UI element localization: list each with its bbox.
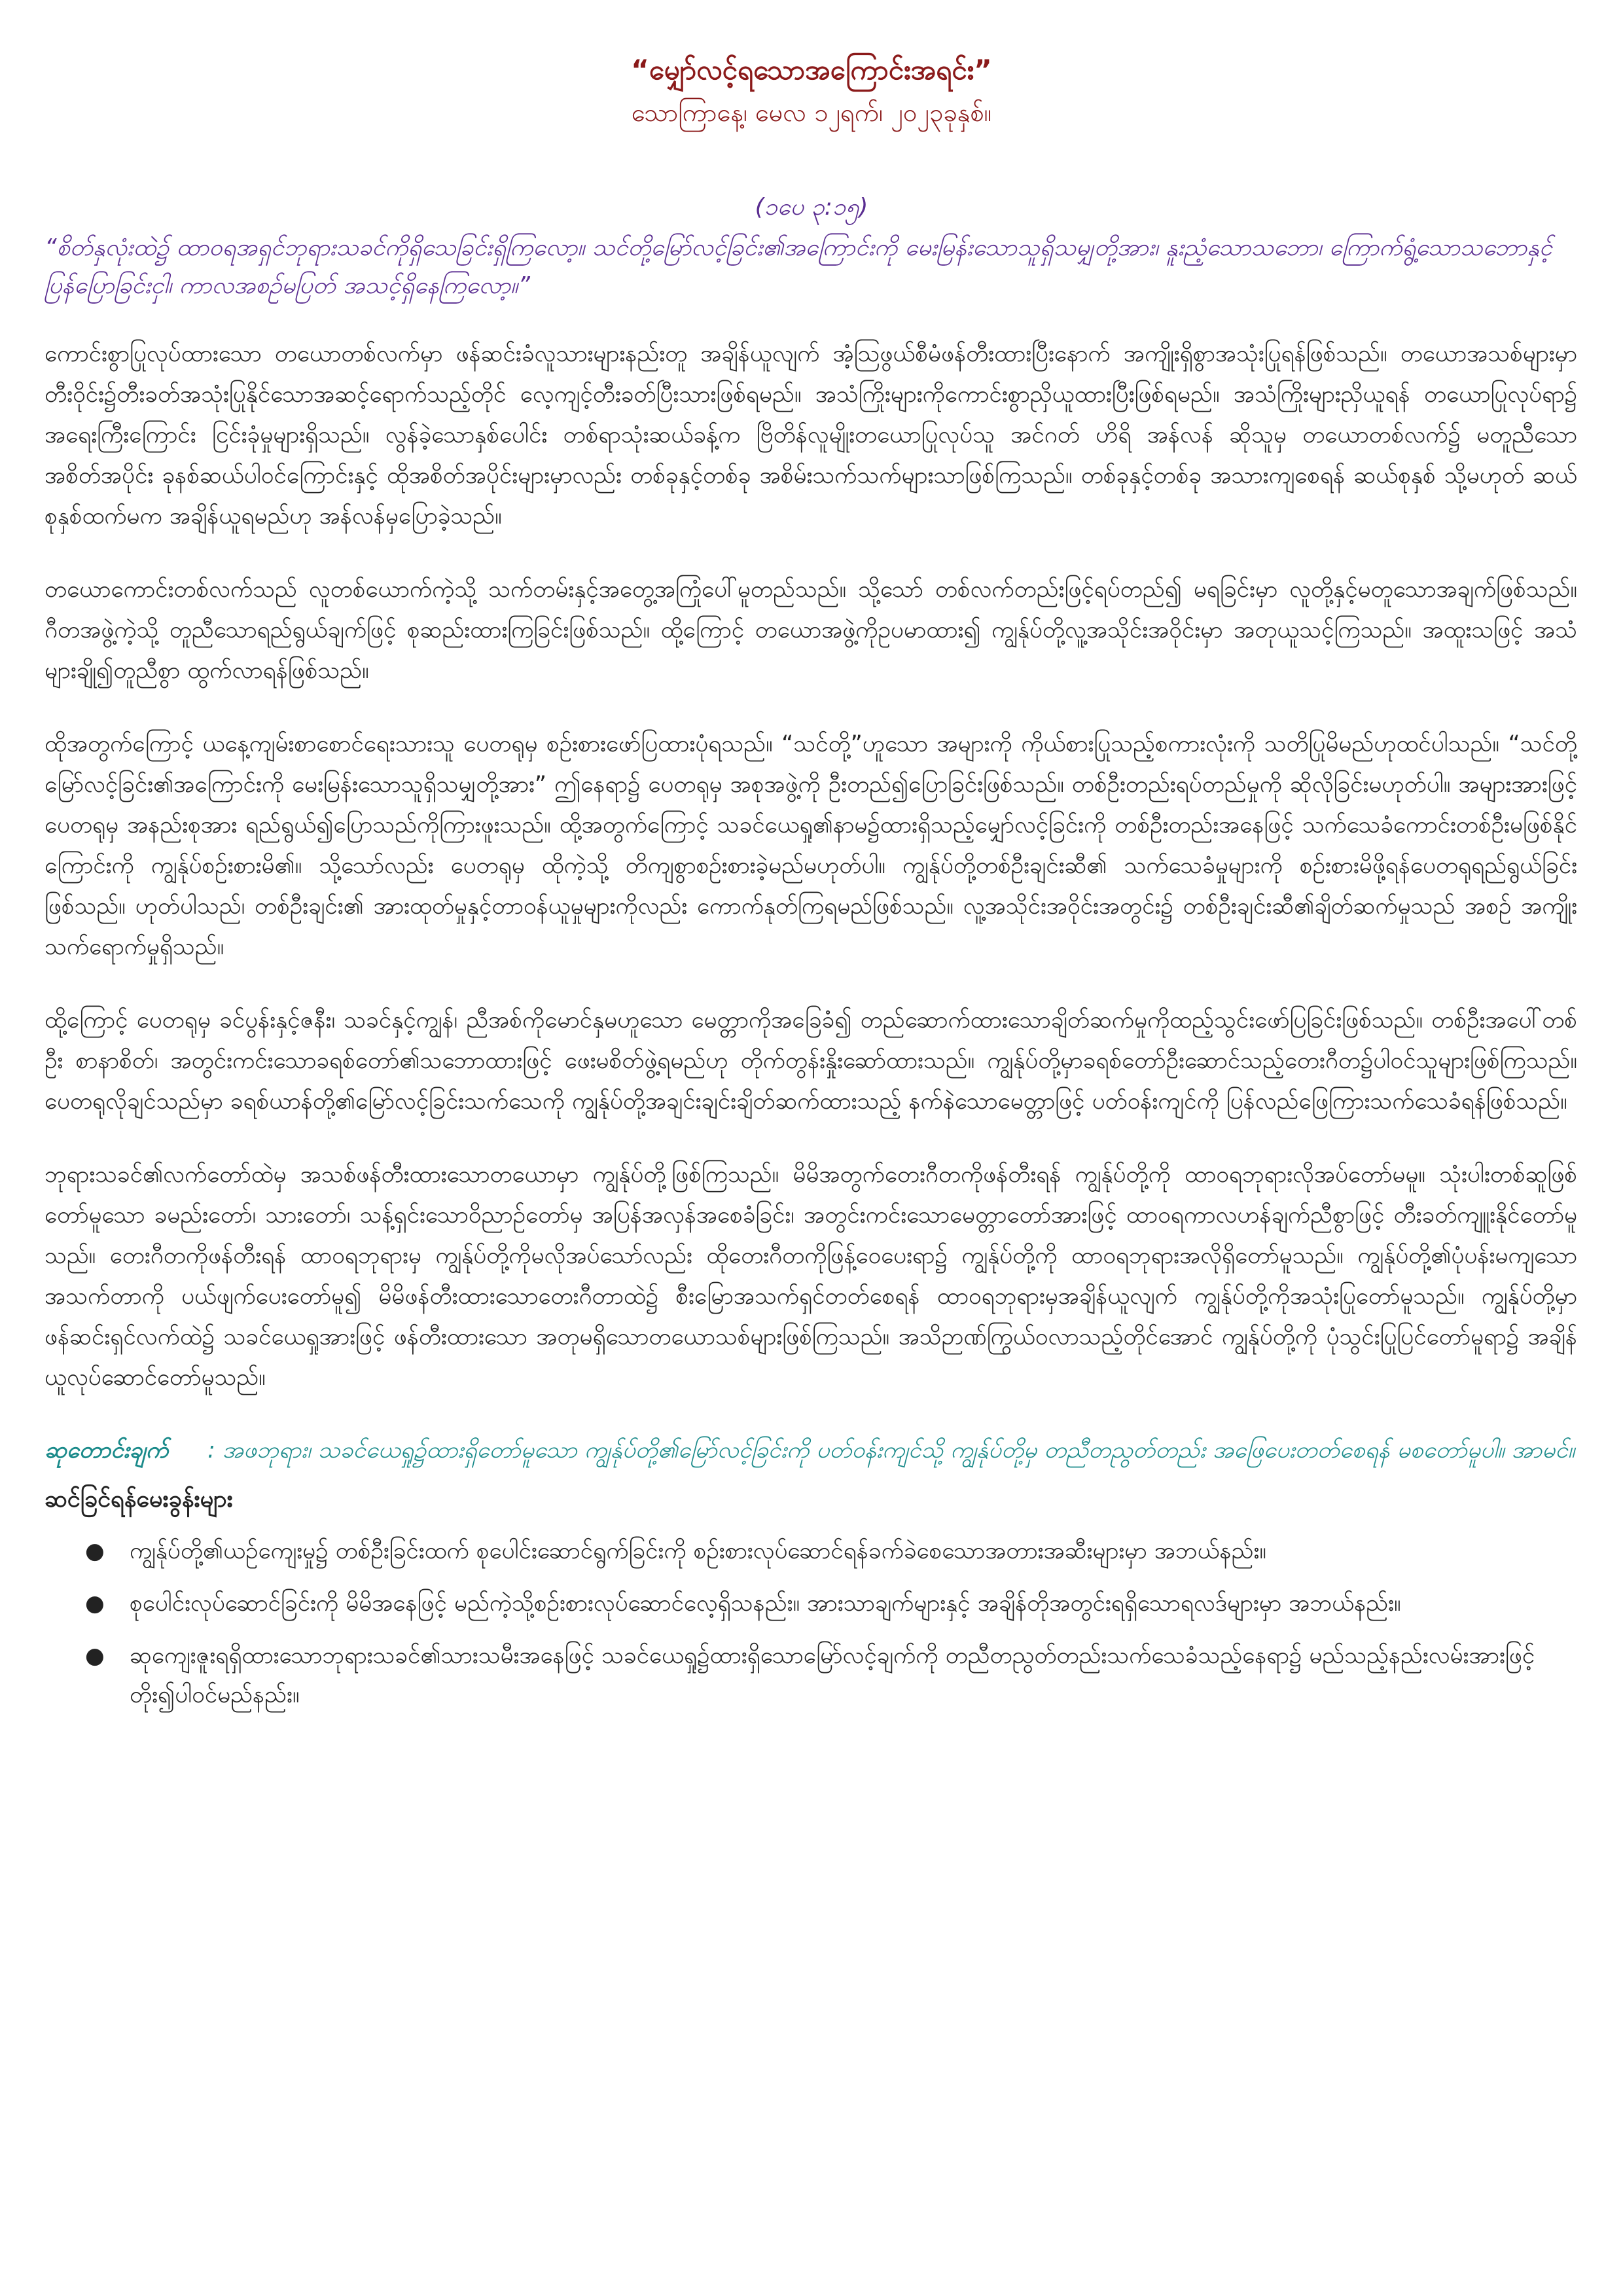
list-item bbox=[45, 1584, 1577, 1623]
list-item bbox=[45, 1636, 1577, 1715]
body-paragraph: ထို့ကြောင့် ပေတရုမှ ခင်ပွန်းနှင့်ဇနီး၊ သခင်နှင့်ကျွန်၊ ညီအစ်ကိုမောင်နှမဟူသော မေတ္တာကိုအခြေခံ၍ တည်ဆောက်ထားသောချိတ်ဆက်မှုကိုထည့်သွင်းဖော်ပြခြင်းဖြစ်သည်။ တစ်ဦးအပေါ်တစ်ဦး စာနာစိတ်၊ အတွင်းကင်းသောခရစ်တော်၏သဘောထားဖြင့် ဖေးမစိတ်ဖွဲ့ရမည်ဟု တိုက်တွန်းနှိုးဆော်ထားသည်။ ကျွန်ုပ်တို့မှာခရစ်တော်ဦးဆောင်သည့်တေးဂီတ၌ပါဝင်သူများဖြစ်ကြသည်။ ပေတရုလိုချင်သည်မှာ ခရစ်ယာန်တို့၏မြော်လင့်ခြင်းသက်သေကို ကျွန်ုပ်တို့အချင်းချင်းချိတ်ဆက်ထားသည့် နက်နဲသောမေတ္တာဖြင့် ပတ်ဝန်းကျင်ကို ပြန်လည်ဖြေကြားသက်သေခံရန်ဖြစ်သည်။ bbox=[45, 1007, 1577, 1115]
questions-heading: ဆင်ခြင်ရန်မေးခွန်းများ bbox=[45, 1486, 233, 1513]
bullet-icon: ● bbox=[85, 1590, 105, 1617]
body-paragraph: ကောင်းစွာပြုလုပ်ထားသော တယောတစ်လက်မှာ ဖန်ဆင်းခံလူသားများနည်းတူ အချိန်ယူလျက် အံ့သြဖွယ်စီမံဖန်တီးထားပြီးနောက် အကျိုးရှိစွာအသုံးပြုရန်ဖြစ်သည်။ တယောအသစ်များမှာ တီးဝိုင်း၌တီးခတ်အသုံးပြုနိုင်သောအဆင့်ရောက်သည့်တိုင် လေ့ကျင့်တီးခတ်ပြီးသားဖြစ်ရမည်။ အသံကြိုးများကိုကောင်းစွာညှိယူထားပြီးဖြစ်ရမည်။ အသံကြိုးများညှိယူရန် တယောပြုလုပ်ရာ၌ အရေးကြီးကြောင်း ငြင်းခုံမှုများရှိသည်။ လွန်ခဲ့သောနှစ်ပေါင်း တစ်ရာသုံးဆယ်ခန့်က ဗြိတိန်လူမျိုးတယောပြုလုပ်သူ အင်ဂတ် ဟိရိ အန်လန် ဆိုသူမှ တယောတစ်လက်၌ မတူညီသောအစိတ်အပိုင်း ခုနစ်ဆယ်ပါဝင်ကြောင်းနှင့် ထိုအစိတ်အပိုင်းများမှာလည်း တစ်ခုနှင့်တစ်ခု အစိမ်းသက်သက်များသာဖြစ်ကြသည်။ တစ်ခုနှင့်တစ်ခု အသားကျစေရန် ဆယ်စုနှစ် သို့မဟုတ် ဆယ်စုနှစ်ထက်မက အချိန်ယူရမည်ဟု အန်လန်မှပြောခဲ့သည်။ bbox=[45, 341, 1577, 529]
bullet-icon: ● bbox=[85, 1643, 105, 1669]
page-title: “မျှော်လင့်ရသောအကြောင်းအရင်း” bbox=[631, 54, 992, 86]
questions-list bbox=[45, 1532, 1577, 1728]
prayer-label: ဆုတောင်းချက် bbox=[45, 1437, 169, 1463]
question-text: ဆုကျေးဇူးရရှိထားသောဘုရားသခင်၏သားသမီးအနေဖြင့် သခင်ယေရှု၌ထားရှိသောမြော်လင့်ချက်ကို တညီတညွတ်တည်းသက်သေခံသည့်နေရာ၌ မည်သည့်နည်းလမ်းအားဖြင့် တိုး၍ပါဝင်မည်နည်း။ bbox=[130, 1643, 1535, 1708]
prayer-block bbox=[45, 1431, 1577, 1470]
body-paragraph: ထိုအတွက်ကြောင့် ယနေ့ကျမ်းစာစောင်ရေးသားသူ ပေတရုမှ စဉ်းစားဖော်ပြထားပုံရသည်။ “သင်တို့”ဟူသော အများကို ကိုယ်စားပြုသည့်စကားလုံးကို သတိပြုမိမည်ဟုထင်ပါသည်။ “သင်တို့မြော်လင့်ခြင်း၏အကြောင်းကို မေးမြန်းသောသူရှိသမျှတို့အား” ဤနေရာ၌ ပေတရုမှ အစုအဖွဲ့ကို ဦးတည်၍ပြောခြင်းဖြစ်သည်။ တစ်ဦးတည်းရပ်တည်မှုကို ဆိုလိုခြင်းမဟုတ်ပါ။ အများအားဖြင့် ပေတရုမှ အနည်းစုအား ရည်ရွယ်၍ပြောသည်ကိုကြားဖူးသည်။ ထို့အတွက်ကြောင့် သခင်ယေရှု၏နာမ၌ထားရှိသည့်မျှော်လင့်ခြင်းကို တစ်ဦးတည်းအနေဖြင့် သက်သေခံကောင်းတစ်ဦးမဖြစ်နိုင်ကြောင်းကို ကျွန်ုပ်စဉ်းစားမိ၏။ သို့သော်လည်း ပေတရုမှ ထိုကဲ့သို့ တိကျစွာစဉ်းစားခဲ့မည်မဟုတ်ပါ။ ကျွန်ုပ်တို့တစ်ဦးချင်းဆီ၏ သက်သေခံမှုများကို စဉ်းစားမိဖို့ရန်ပေတရုရည်ရွယ်ခြင်းဖြစ်သည်။ ဟုတ်ပါသည်၊ တစ်ဦးချင်း၏ အားထုတ်မှုနှင့်တာဝန်ယူမှုများကိုလည်း ကောက်နုတ်ကြရမည်ဖြစ်သည်။ လူ့အသိုင်းအဝိုင်းအတွင်း၌ တစ်ဦးချင်းဆီ၏ချိတ်ဆက်မှုသည် အစဉ် အကျိုးသက်ရောက်မှုရှိသည်။ bbox=[45, 731, 1577, 960]
question-text: ကျွန်ုပ်တို့၏ယဉ်ကျေးမှု၌ တစ်ဦးခြင်းထက် စုပေါင်းဆောင်ရွက်ခြင်းကို စဉ်းစားလုပ်ဆောင်ရန်ခက်ခဲစေသောအတားအဆီးများမှာ အဘယ်နည်း။ bbox=[130, 1538, 1266, 1564]
page-date: သောကြာနေ့၊ မေလ ၁၂ရက်၊ ၂၀၂၃ခုနှစ်။ bbox=[631, 98, 992, 127]
body-paragraph: ဘုရားသခင်၏လက်တော်ထဲမှ အသစ်ဖန်တီးထားသောတယောမှာ ကျွန်ုပ်တို့ဖြစ်ကြသည်။ မိမိအတွက်တေးဂီတကိုဖန်တီးရန် ကျွန်ုပ်တို့ကို ထာဝရဘုရားလိုအပ်တော်မမူ။ သုံးပါးတစ်ဆူဖြစ်တော်မူသော ခမည်းတော်၊ သားတော်၊ သန့်ရှင်းသောဝိညာဉ်တော်မှ အပြန်အလှန်အစေခံခြင်း၊ အတွင်းကင်းသောမေတ္တာတော်အားဖြင့် ထာဝရကာလဟန်ချက်ညီစွာဖြင့် တီးခတ်ကျူးနိုင်တော်မူသည်။ တေးဂီတကိုဖန်တီးရန် ထာဝရဘုရားမှ ကျွန်ုပ်တို့ကိုမလိုအပ်သော်လည်း ထိုတေးဂီတကိုဖြန့်ဝေပေးရာ၌ ကျွန်ုပ်တို့ကို ထာဝရဘုရားအလိုရှိတော်မူသည်။ ကျွန်ုပ်တို့၏ပုံပန်းမကျသောအသက်တာကို ပယ်ဖျက်ပေးတော်မူ၍ မိမိဖန်တီးထားသောတေးဂီတာထဲ၌ စီးမြောအသက်ရှင်တတ်စေရန် ထာဝရဘုရားမှအချိန်ယူလျက် ကျွန်ုပ်တို့ကိုအသုံးပြုတော်မူသည်။ ကျွန်ုပ်တို့မှာဖန်ဆင်းရှင်လက်ထဲ၌ သခင်ယေရှုအားဖြင့် ဖန်တီးထားသော အတုမရှိသောတယောသစ်များဖြစ်ကြသည်။ အသိဉာဏ်ကြွယ်ဝလာသည့်တိုင်အောင် ကျွန်ုပ်တို့ကို ပုံသွင်းပြုပြင်တော်မူရာ၌ အချိန်ယူလုပ်ဆောင်တော်မူသည်။ bbox=[45, 1162, 1577, 1391]
verse-reference: (၁ပေ ၃:၁၅) bbox=[755, 194, 868, 221]
prayer-text: : အဖဘုရား၊ သခင်ယေရှု၌ထားရှိတော်မူသော ကျွန်ုပ်တို့၏မြော်လင့်ခြင်းကို ပတ်ဝန်းကျင်သို့ ကျွန်ုပ်တို့မှ တညီတညွတ်တည်း အဖြေပေးတတ်စေရန် မစတော်မူပါ။ အာမင်။ bbox=[207, 1437, 1575, 1463]
question-text: စုပေါင်းလုပ်ဆောင်ခြင်းကို မိမိအနေဖြင့် မည်ကဲ့သို့စဉ်းစားလုပ်ဆောင်လေ့ရှိသနည်း။ အားသာချက်များနှင့် အချိန်တိုအတွင်းရရှိသောရလဒ်များမှာ အဘယ်နည်း။ bbox=[130, 1590, 1401, 1617]
verse-text: “စိတ်နှလုံးထဲ၌ ထာဝရအရှင်ဘုရားသခင်ကိုရှိသေခြင်းရှိကြလော့။ သင်တို့မြော်လင့်ခြင်း၏အကြောင်းကို မေးမြန်းသောသူရှိသမျှတို့အား၊ နူးညံ့သောသဘော၊ ကြောက်ရွံ့သောသဘောနှင့်ပြန်ပြောခြင်းငှါ၊ ကာလအစဉ်မပြတ် အသင့်ရှိနေကြလော့။” bbox=[45, 234, 1552, 299]
body-paragraph: တယောကောင်းတစ်လက်သည် လူတစ်ယောက်ကဲ့သို့ သက်တမ်းနှင့်အတွေ့အကြုံပေါ်မူတည်သည်။ သို့သော် တစ်လက်တည်းဖြင့်ရပ်တည်၍ မရခြင်းမှာ လူတို့နှင့်မတူသောအချက်ဖြစ်သည်။ ဂီတအဖွဲ့ကဲ့သို့ တူညီသောရည်ရွယ်ချက်ဖြင့် စုဆည်းထားကြခြင်းဖြစ်သည်။ ထို့ကြောင့် တယောအဖွဲ့ကိုဥပမာထား၍ ကျွန်ုပ်တို့လူ့အသိုင်းအဝိုင်းမှာ အတုယူသင့်ကြသည်။ အထူးသဖြင့် အသံများချို၍တူညီစွာ ထွက်လာရန်ဖြစ်သည်။ bbox=[45, 577, 1577, 684]
bullet-icon: ● bbox=[85, 1538, 105, 1564]
list-item bbox=[45, 1532, 1577, 1571]
